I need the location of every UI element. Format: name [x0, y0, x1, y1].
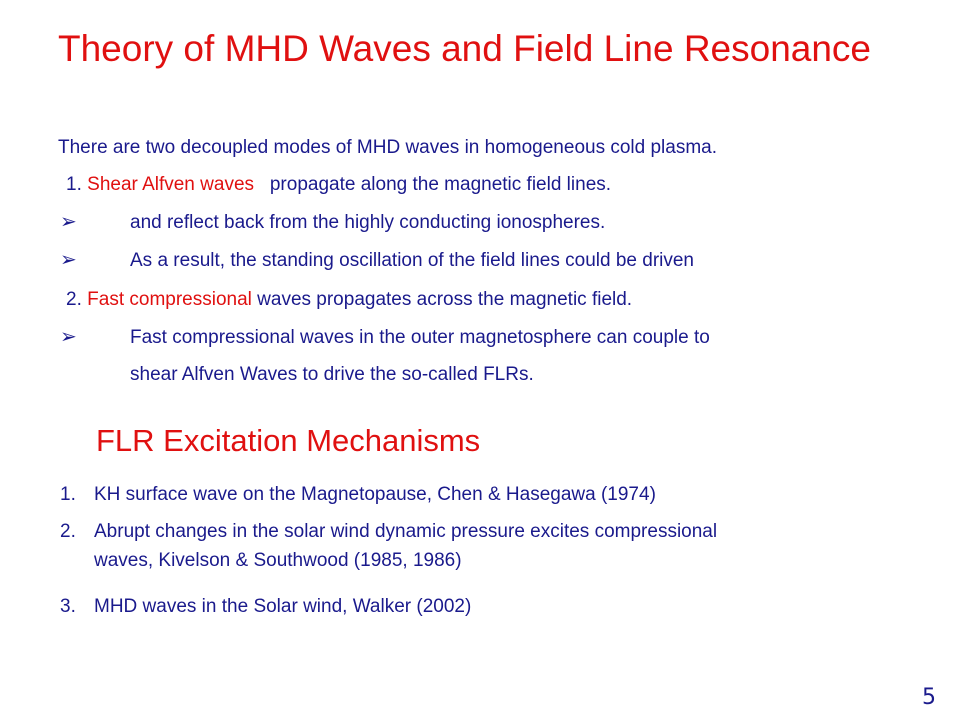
mode-1-rest: propagate along the magnetic field lines.	[269, 174, 612, 195]
mode-2-number: 2.	[66, 289, 82, 310]
mode-1-bullet-1: and reflect back from the highly conducting ionospheres.	[130, 212, 606, 233]
mechanism-item-3	[60, 595, 471, 619]
mode-2-highlight: Fast compressional	[87, 289, 252, 310]
mode-2-bullet-line-1: Fast compressional waves in the outer magnetosphere can couple to	[130, 327, 710, 348]
mechanism-text: Abrupt changes in the solar wind dynamic pressure excites compressional	[94, 521, 718, 542]
mode-1-bullet-2: As a result, the standing oscillation of the field lines could be driven	[130, 250, 694, 271]
mechanism-item-1	[60, 483, 656, 507]
mode-1-highlight: Shear Alfven waves	[87, 174, 255, 195]
mode-2-bullet-line-2: shear Alfven Waves to drive the so-called FLRs.	[130, 364, 534, 385]
arrow-bullet-icon: ➢	[60, 211, 77, 233]
mechanism-number: 1.	[60, 484, 76, 505]
mechanism-number: 3.	[60, 596, 76, 617]
mechanism-text: KH surface wave on the Magnetopause, Chen & Hasegawa (1974)	[94, 484, 656, 505]
page-number: 5	[922, 685, 936, 710]
mechanism-item-2-continued: waves, Kivelson & Southwood (1985, 1986)	[94, 550, 462, 571]
mechanism-number: 2.	[60, 521, 76, 542]
intro-text: There are two decoupled modes of MHD waves in homogeneous cold plasma.	[58, 137, 718, 158]
mode-1-number: 1.	[66, 174, 82, 195]
mechanism-text: MHD waves in the Solar wind, Walker (2002)	[94, 596, 472, 617]
mechanism-item-2	[60, 520, 717, 544]
arrow-bullet-icon: ➢	[60, 249, 77, 271]
mode-1-line	[66, 173, 611, 197]
mode-2-line	[66, 288, 632, 312]
arrow-bullet-icon: ➢	[60, 326, 77, 348]
mode-2-rest: waves propagates across the magnetic field.	[257, 289, 633, 310]
flr-section-title: FLR Excitation Mechanisms	[96, 423, 481, 458]
slide-title: Theory of MHD Waves and Field Line Resonance	[58, 28, 872, 69]
